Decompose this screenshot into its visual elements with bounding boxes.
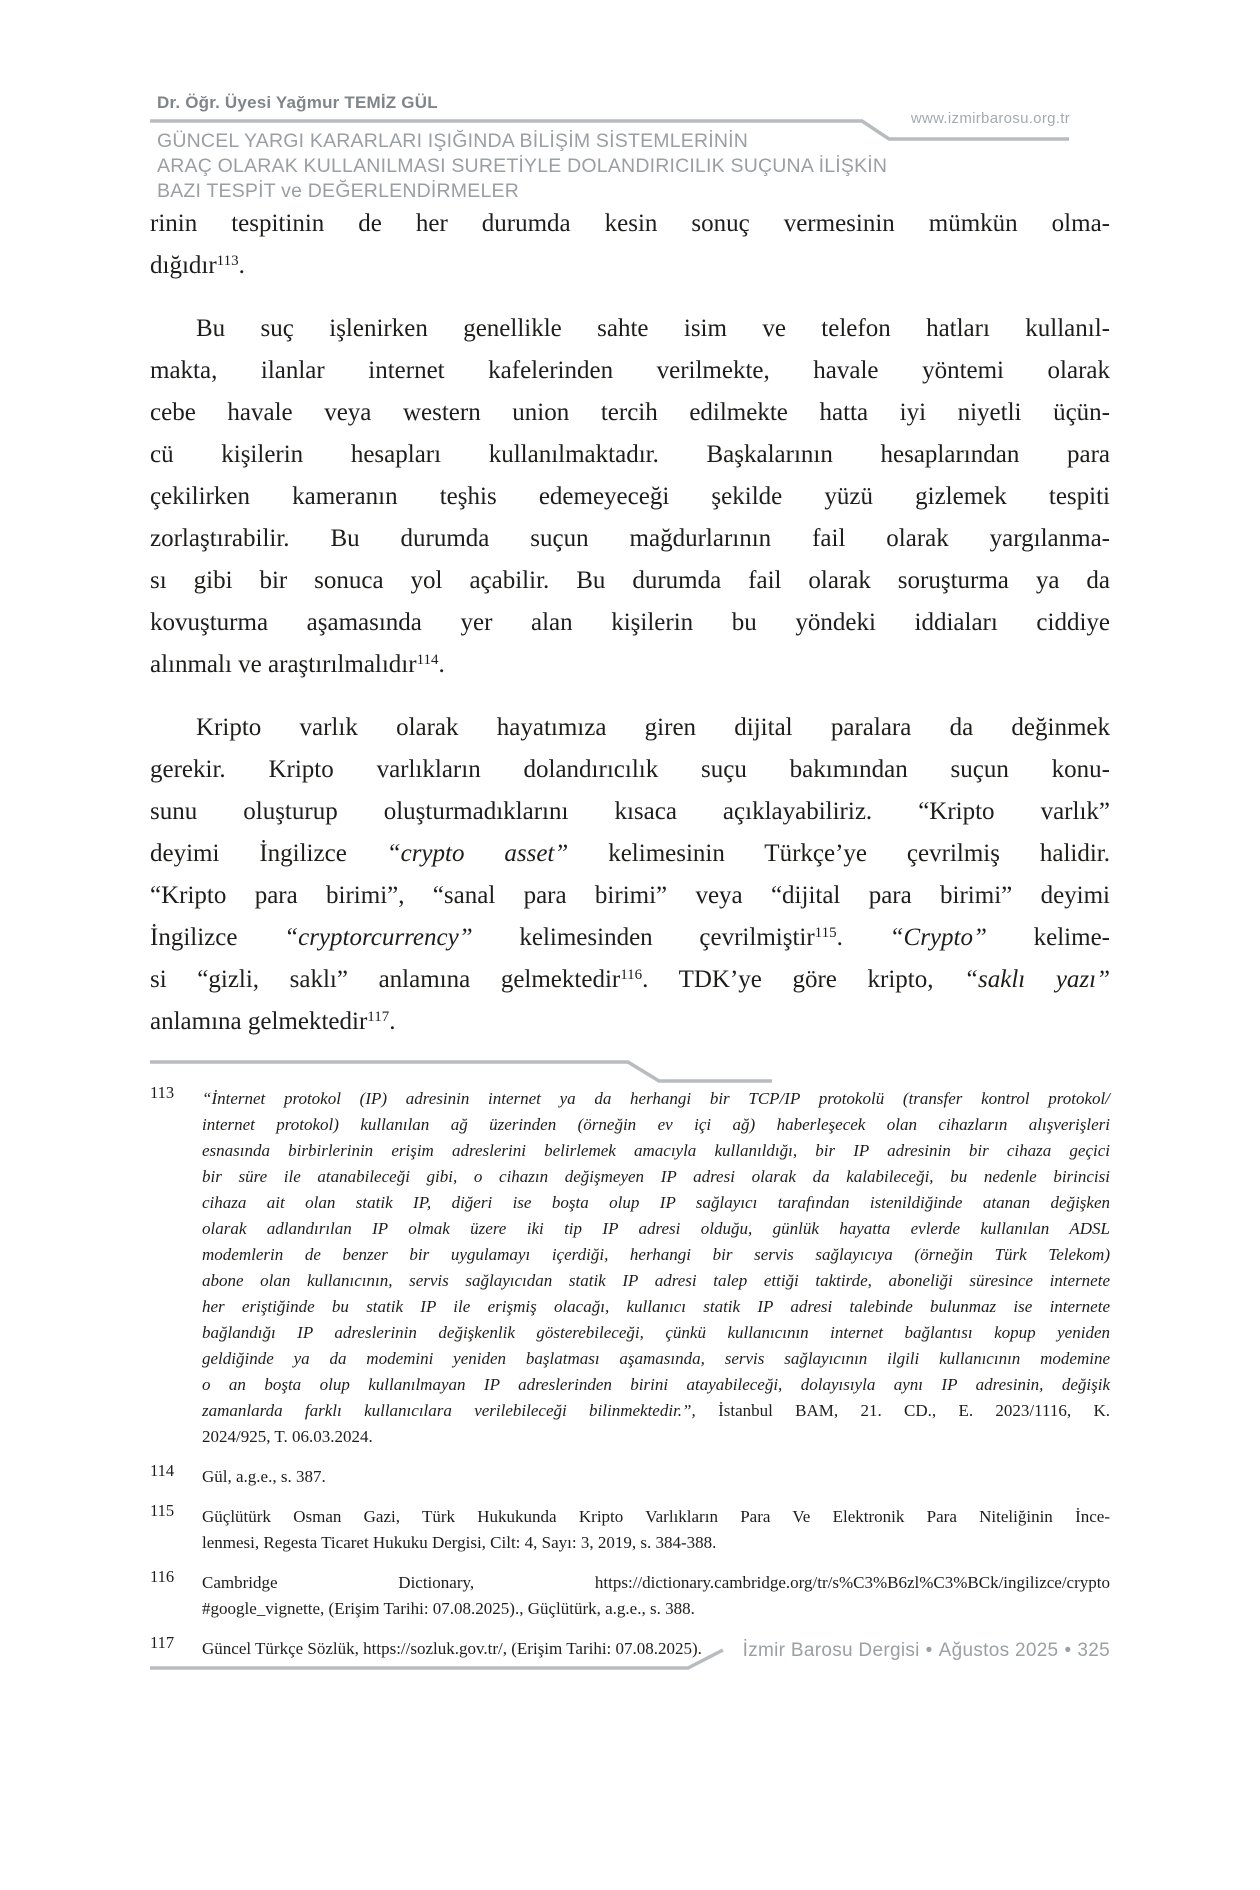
footer-bullet: • bbox=[1064, 1640, 1072, 1661]
text-line: kovuşturma aşamasında yer alan kişilerin bu yöndeki iddiaları ciddiye bbox=[150, 609, 1110, 636]
text-line: sunu oluşturup oluşturmadıklarını kısaca açıklayabiliriz. “Kripto varlık” bbox=[150, 798, 1110, 825]
body-paragraph bbox=[150, 308, 1110, 686]
text-line: cebe havale veya western union tercih edilmekte hatta iyi niyetli üçün- bbox=[150, 399, 1110, 426]
text-line: sı gibi bir sonuca yol açabilir. Bu durumda fail olarak soruşturma ya da bbox=[150, 567, 1110, 594]
footer-bullet: • bbox=[925, 1640, 933, 1661]
body-text bbox=[150, 203, 1110, 1043]
body-paragraph bbox=[150, 203, 1110, 287]
footnote-115 bbox=[150, 1501, 1110, 1556]
text-line: #google_vignette, (Erişim Tarihi: 07.08.2025)., Güçlütürk, a.g.e., s. 388. bbox=[202, 1599, 695, 1618]
text-line: Güncel Türkçe Sözlük, https://sozluk.gov.tr/, (Erişim Tarihi: 07.08.2025). bbox=[202, 1639, 702, 1658]
article-title bbox=[157, 129, 1117, 204]
text-line: lenmesi, Regesta Ticaret Hukuku Dergisi, Cilt: 4, Sayı: 3, 2019, s. 384-388. bbox=[202, 1533, 717, 1552]
footnote-text bbox=[202, 1570, 1110, 1622]
footnote-number: 117 bbox=[150, 1633, 175, 1652]
text-line: geldiğinde ya da modemini yeniden başlatması aşamasında, servis sağlayıcının ilgili kullanıcının modemine bbox=[202, 1349, 1110, 1368]
text-line: abone olan kullanıcının, servis sağlayıcıdan statik IP adresi talep ettiği taktirde, aboneliği süresince internete bbox=[202, 1271, 1110, 1290]
footnote-number: 116 bbox=[150, 1567, 175, 1586]
article-title-line: BAZI TESPİT ve DEĞERLENDİRMELER bbox=[157, 180, 519, 202]
text-line: bir süre ile atanabileceği gibi, o cihazın değişmeyen IP adresi olarak da kalabileceği, bu nedenle birincisi bbox=[202, 1167, 1110, 1186]
text-line: Bu suç işlenirken genellikle sahte isim ve telefon hatları kullanıl- bbox=[196, 315, 1110, 342]
text-line: gerekir. Kripto varlıkların dolandırıcılık suçu bakımından suçun konu- bbox=[150, 756, 1110, 783]
text-line: cü kişilerin hesapları kullanılmaktadır. Başkalarının hesaplarından para bbox=[150, 441, 1110, 468]
author-name: Dr. Öğr. Üyesi Yağmur TEMİZ GÜL bbox=[157, 93, 438, 112]
journal-name: İzmir Barosu Dergisi bbox=[742, 1640, 920, 1661]
footnote-separator-rule bbox=[150, 1062, 772, 1081]
footnote-number: 115 bbox=[150, 1501, 175, 1520]
text-line: bağlandığı IP adreslerinin değişkenlik gösterebileceği, çünkü kullanıcının internet bağlantısı kopup yeniden bbox=[202, 1323, 1110, 1342]
body-paragraph bbox=[150, 707, 1110, 1043]
text-line: cihaza ait olan statik IP, diğeri ise boşta olup IP sağlayıcı tarafından istenildiğinde atanan değişken bbox=[202, 1193, 1110, 1212]
text-line: olarak adlandırılan IP olmak üzere iki tip IP adresi olduğu, günlük hayatta evlerde kullanılan ADSL bbox=[202, 1219, 1110, 1238]
text-line: İngilizce “cryptorcurrency” kelimesinden çevrilmiştir$^{115}$. “Crypto” kelime- bbox=[150, 924, 1110, 951]
text-line: Kripto varlık olarak hayatımıza giren dijital paralara da değinmek bbox=[196, 714, 1110, 741]
website-url: www.izmirbarosu.org.tr bbox=[910, 110, 1070, 127]
text-line: zorlaştırabilir. Bu durumda suçun mağdurlarının fail olarak yargılanma- bbox=[150, 525, 1110, 552]
text-line: “İnternet protokol (IP) adresinin internet ya da herhangi bir TCP/IP protokolü (transfer kontrol protokol/ bbox=[202, 1089, 1110, 1108]
footnote-number: 113 bbox=[150, 1083, 175, 1102]
text-line: esnasında birbirlerinin erişim adreslerini belirlemek amacıyla kullanıldığı, bir IP adresinin bir cihaza geçici bbox=[202, 1141, 1110, 1160]
text-line: o an boşta olup kullanılmayan IP adreslerinden birini atayabileceği, dolayısıyla aynı IP adresinin, değişik bbox=[202, 1375, 1110, 1394]
text-line: her eriştiğinde bu statik IP ile erişmiş olacağı, kullanıcı statik IP adresi talebinde bulunmaz ise internete bbox=[202, 1297, 1110, 1316]
article-title-line: GÜNCEL YARGI KARARLARI IŞIĞINDA BİLİŞİM SİSTEMLERİNİN bbox=[157, 130, 749, 152]
text-line: 2024/925, T. 06.03.2024. bbox=[202, 1427, 373, 1446]
text-line: makta, ilanlar internet kafelerinden verilmekte, havale yöntemi olarak bbox=[150, 357, 1110, 384]
text-line: alınmalı ve araştırılmalıdır$^{114}$. bbox=[150, 651, 445, 678]
footnote-114 bbox=[150, 1461, 1110, 1490]
text-line: zamanlarda farklı kullanıcılara verilebileceği bilinmektedir.”, İstanbul BAM, 21. CD., E. 2023/1116, K. bbox=[202, 1401, 1110, 1420]
page-number: 325 bbox=[1077, 1640, 1110, 1661]
text-line: Gül, a.g.e., s. 387. bbox=[202, 1467, 326, 1486]
footnotes-section bbox=[150, 1083, 1110, 1662]
text-line: dığıdır$^{113}$. bbox=[150, 252, 245, 279]
footnote-113 bbox=[150, 1083, 1110, 1450]
issue-date: Ağustos 2025 bbox=[938, 1640, 1059, 1661]
article-title-line: ARAÇ OLARAK KULLANILMASI SURETİYLE DOLANDIRICILIK SUÇUNA İLİŞKİN bbox=[157, 155, 888, 177]
text-line: anlamına gelmektedir$^{117}$. bbox=[150, 1008, 396, 1035]
text-line: deyimi İngilizce “crypto asset” kelimesinin Türkçe’ye çevrilmiş halidir. bbox=[150, 840, 1110, 867]
text-line: modemlerin de benzer bir uygulamayı içerdiği, herhangi bir servis sağlayıcıya (örneğin Türk Telekom) bbox=[202, 1245, 1110, 1264]
footnote-number: 114 bbox=[150, 1461, 175, 1480]
page-footer bbox=[700, 1640, 1110, 1662]
text-line: si “gizli, saklı” anlamına gelmektedir$^{116}$. TDK’ye göre kripto, “saklı yazı” bbox=[150, 966, 1110, 993]
text-line: rinin tespitinin de her durumda kesin sonuç vermesinin mümkün olma- bbox=[150, 210, 1110, 237]
footnote-text bbox=[202, 1086, 1110, 1450]
footnote-text bbox=[202, 1464, 1110, 1490]
footnote-116 bbox=[150, 1567, 1110, 1622]
text-line: Cambridge Dictionary, https://dictionary.cambridge.org/tr/s%C3%B6zl%C3%BCk/ingilizce/crypto bbox=[202, 1573, 1110, 1592]
text-line: çekilirken kameranın teşhis edemeyeceği şekilde yüzü gizlemek tespiti bbox=[150, 483, 1110, 510]
footnote-text bbox=[202, 1504, 1110, 1556]
text-line: Güçlütürk Osman Gazi, Türk Hukukunda Kripto Varlıkların Para Ve Elektronik Para Niteliğinin İnce- bbox=[202, 1507, 1110, 1526]
text-line: “Kripto para birimi”, “sanal para birimi” veya “dijital para birimi” deyimi bbox=[150, 882, 1110, 909]
text-line: internet protokol) kullanılan ağ üzerinden (örneğin ev içi ağ) haberleşecek olan cihazların alışverişleri bbox=[202, 1115, 1110, 1134]
